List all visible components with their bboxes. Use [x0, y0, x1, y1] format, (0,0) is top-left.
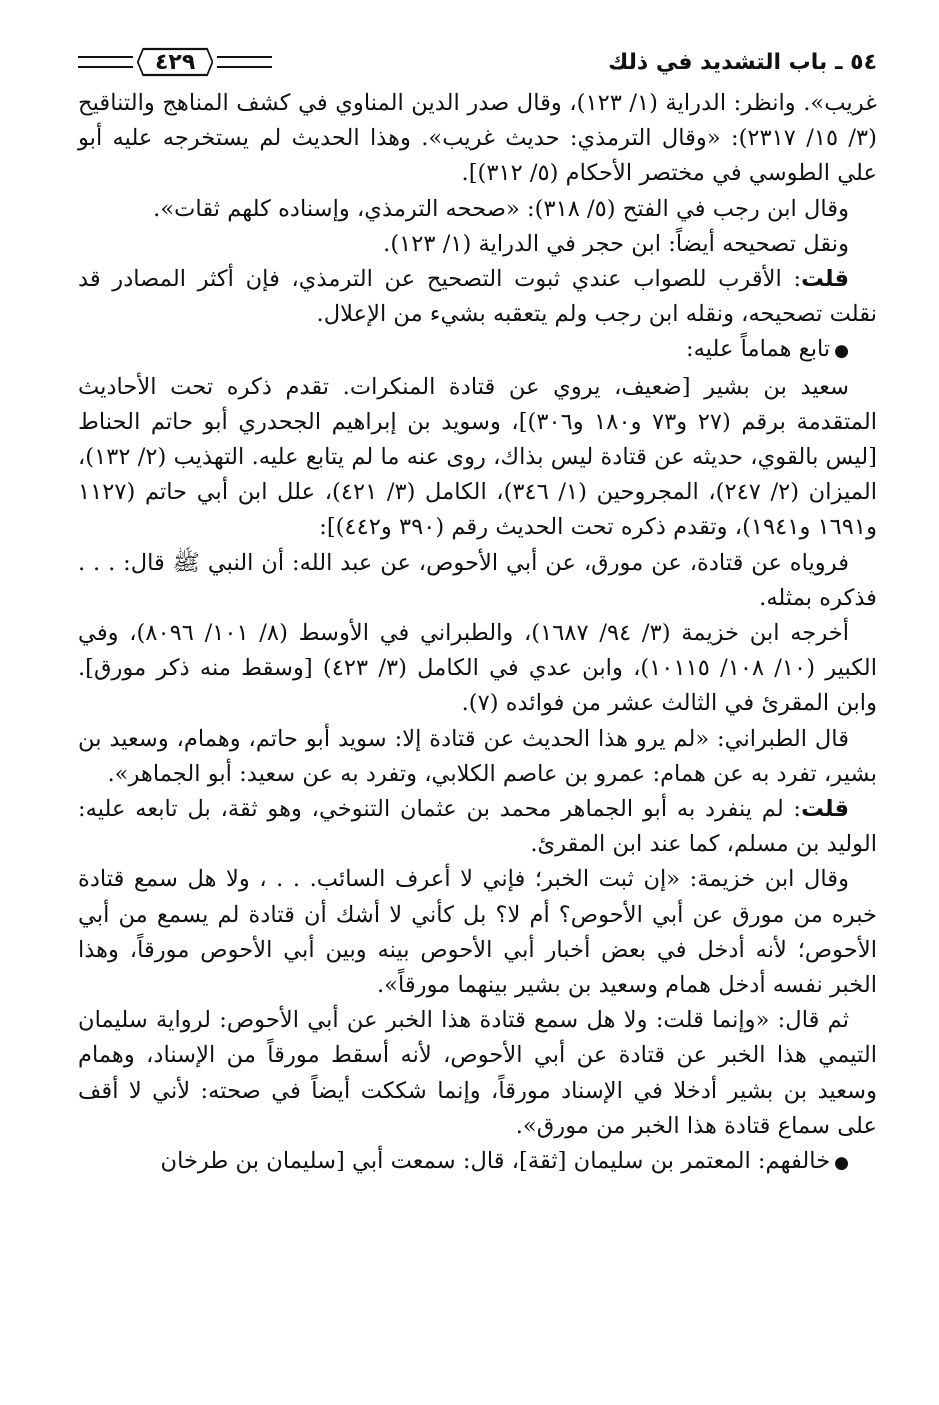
- paragraph-text: وقال ابن خزيمة: «إن ثبت الخبر؛ فإني لا أعرف السائب. . . ، ولا هل سمع قتادة خبره من مورق عن أبي الأحوص؟ أم لا؟ بل كأني لا أشك أن قتادة لم يسمع من أبي الأحوص؛ لأنه أدخل في بعض أخبار أبي الأحوص بينه وبين أبي الأحوص مورقاً، وهذا الخبر نفسه أدخل همام وسعيد بن بشير بينهما مورقاً».: [78, 866, 877, 999]
- paragraph-text: : الأقرب للصواب عندي ثبوت التصحيح عن الترمذي، فإن أكثر المصادر قد نقلت تصحيحه، ونقله ابن رجب ولم يتعقبه بشيء من الإعلال.: [78, 266, 877, 328]
- page-body: [78, 86, 877, 1181]
- bullet-icon: ●: [834, 1153, 849, 1174]
- paragraph: [78, 792, 877, 862]
- paragraph-text: تابع هماماً عليه:: [685, 336, 831, 363]
- paragraph-text: خالفهم: المعتمر بن سليمان [ثقة]، قال: سمعت أبي [سليمان بن طرخان: [160, 1148, 831, 1175]
- paragraph: [78, 262, 877, 332]
- paragraph-text: ثم قال: «وإنما قلت: ولا هل سمع قتادة هذا الخبر عن أبي الأحوص: لرواية سليمان التيمي هذا الخبر عن قتادة عن أبي الأحوص، لأنه أسقط مورقاً من الإسناد، وهمام وسعيد بن بشير أدخلا في الإسناد مورقاً، وإنما شككت أيضاً في صحته: لأني لا أقف على سماع قتادة هذا الخبر من مورق».: [78, 1007, 877, 1139]
- page-header: [78, 38, 877, 86]
- paragraph-text: وقال ابن رجب في الفتح (٥/ ٣١٨): «صححه الترمذي، وإسناده كلهم ثقات».: [153, 195, 849, 222]
- paragraph-text: غريب». وانظر: الدراية (١/ ١٢٣)، وقال صدر الدين المناوي في كشف المناهج والتناقيح (٣/ ١٥/ ٢٣١٧): «وقال الترمذي: حديث غريب». وهذا الحديث لم يستخرجه عليه أبو علي الطوسي في مختصر الأحكام (٥/ ٣١٢)].: [78, 90, 877, 187]
- page-number: ٤٢٩: [155, 49, 196, 75]
- ornament-rule-left: [78, 56, 133, 68]
- bullet-icon: ●: [834, 341, 849, 362]
- keyword: قلت: [801, 266, 849, 293]
- ornament-rule-right: [217, 56, 272, 68]
- keyword: قلت: [801, 796, 849, 823]
- paragraph: [78, 332, 877, 369]
- paragraph: [78, 192, 877, 227]
- paragraph: [78, 227, 877, 262]
- paragraph: [78, 862, 877, 1003]
- paragraph-text: ونقل تصحيحه أيضاً: ابن حجر في الدراية (١/ ١٢٣).: [383, 230, 849, 257]
- paragraph-text: سعيد بن بشير [ضعيف، يروي عن قتادة المنكرات. تقدم ذكره تحت الأحاديث المتقدمة برقم (٢٧ و٧٣ و١٨٠ و٣٠٦)]، وسويد بن إبراهيم الجحدري أبو حاتم الحناط [ليس بالقوي، حديثه عن قتادة ليس بذاك، روى عنه ما لم يتابع عليه. التهذيب (٢/ ١٣٢)، الميزان (٢/ ٢٤٧)، المجروحين (١/ ٣٤٦)، الكامل (٣/ ٤٢١)، علل ابن أبي حاتم (١١٢٧ و١٦٩١ و١٩٤١)، وتقدم ذكره تحت الحديث رقم (٣٩٠ و٤٤٢)]:: [78, 373, 878, 541]
- paragraph: [78, 546, 877, 616]
- paragraph-text: قال الطبراني: «لم يرو هذا الحديث عن قتادة إلا: سويد أبو حاتم، وهمام، وسعيد بن بشير، تفرد به عن همام: عمرو بن عاصم الكلابي، وتفرد به عن سعيد: أبو الجماهر».: [78, 725, 877, 787]
- paragraph: [78, 370, 877, 546]
- paragraph: [78, 722, 877, 792]
- paragraph-text: فروياه عن قتادة، عن مورق، عن أبي الأحوص، عن عبد الله: أن النبي ﷺ قال: . . . فذكره بمثله.: [78, 549, 877, 611]
- page-number-ornament: [78, 47, 272, 77]
- paragraph: [78, 616, 877, 722]
- chapter-title: ٥٤ ـ باب التشديد في ذلك: [608, 49, 877, 75]
- page-number-frame: [137, 47, 213, 77]
- paragraph: [78, 86, 877, 192]
- paragraph: [78, 1003, 877, 1144]
- paragraph: [78, 1144, 877, 1181]
- paragraph-text: : لم ينفرد به أبو الجماهر محمد بن عثمان التنوخي، وهو ثقة، بل تابعه عليه: الوليد بن مسلم، كما عند ابن المقرئ.: [78, 796, 877, 858]
- paragraph-text: أخرجه ابن خزيمة (٣/ ٩٤/ ١٦٨٧)، والطبراني في الأوسط (٨/ ١٠١/ ٨٠٩٦)، وفي الكبير (١٠/ ١٠٨/ ١٠١١٥)، وابن عدي في الكامل (٣/ ٤٢٣) [وسقط منه ذكر مورق]. وابن المقرئ في الثالث عشر من فوائده (٧).: [78, 620, 877, 717]
